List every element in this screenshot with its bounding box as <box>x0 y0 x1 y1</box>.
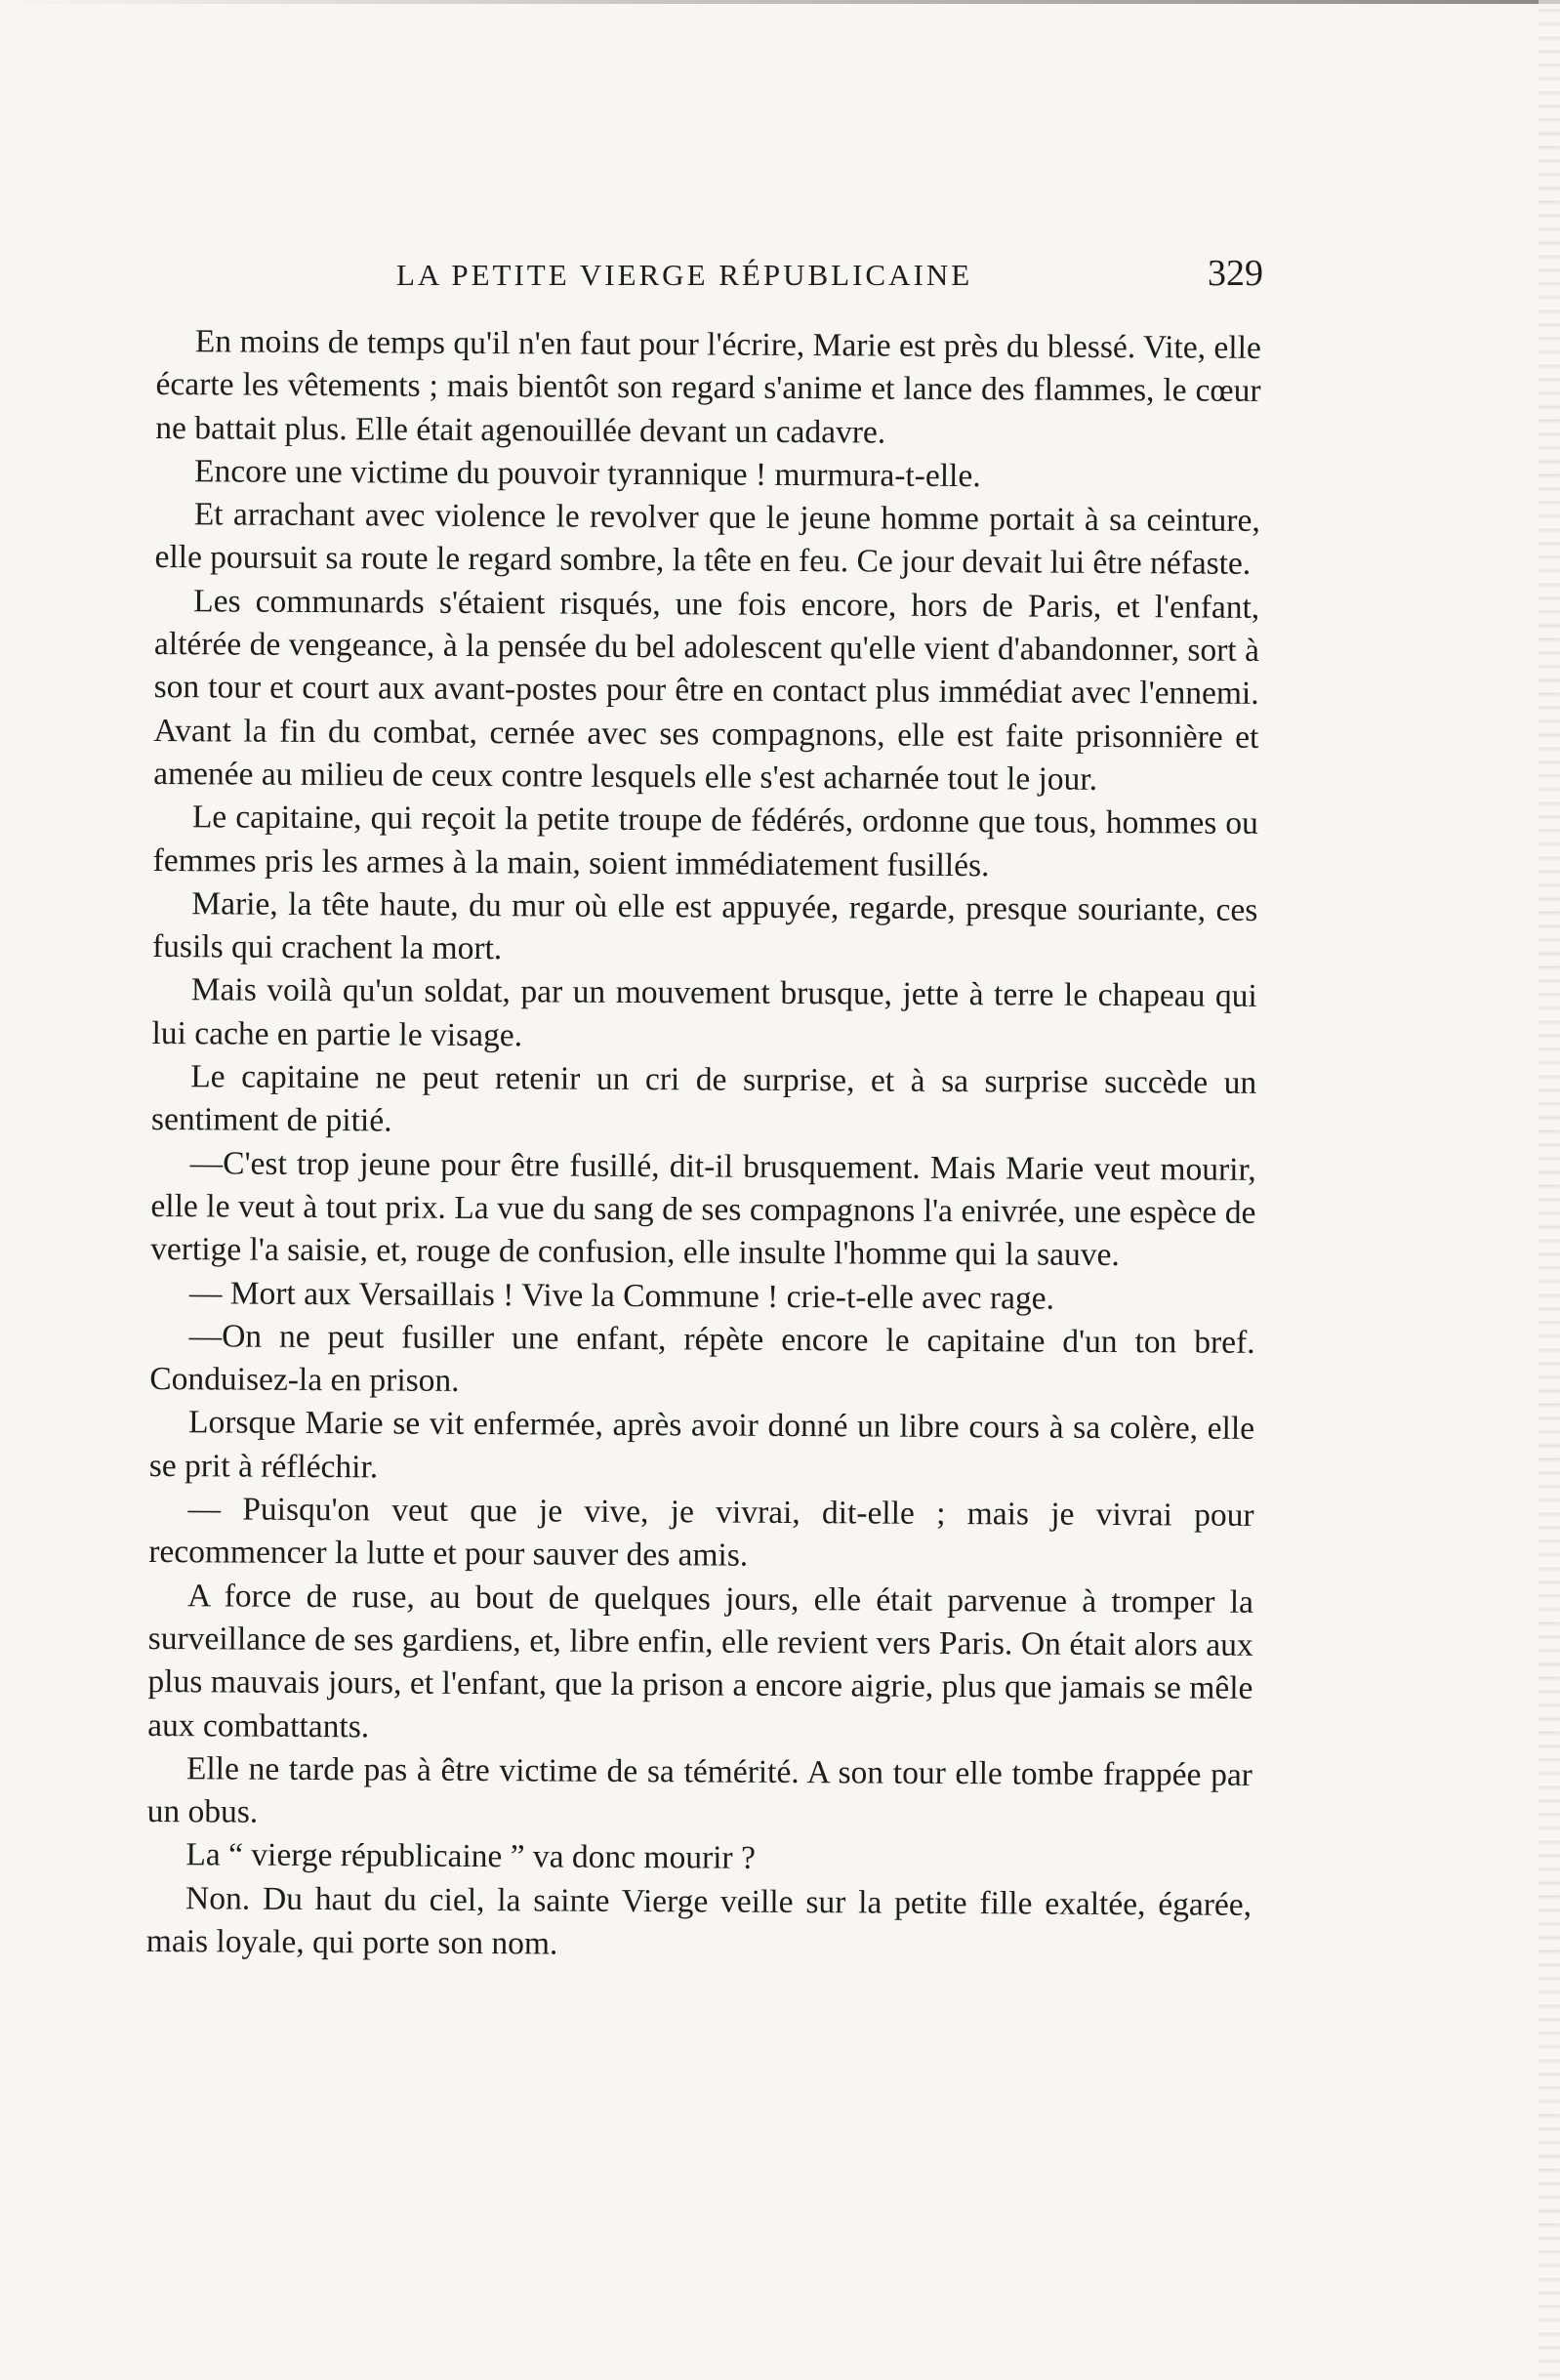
paragraph: —On ne peut fusiller une enfant, répète encore le capitaine d'un ton bref. Conduisez-la en prison. <box>149 1318 1255 1400</box>
page-number: 329 <box>1208 253 1263 294</box>
paragraph: La “ vierge républicaine ” va donc mourir ? <box>185 1836 757 1877</box>
body-text <box>146 320 1261 1970</box>
running-title: LA PETITE VIERGE RÉPUBLICAINE <box>396 258 973 292</box>
paragraph: En moins de temps qu'il n'en faut pour l'écrire, Marie est près du blessé. Vite, elle écarte les vêtements ; mais bientôt son regard s'anime et lance des flammes, le cœur ne battait plus. Elle était agenouillée devant un cadavre. <box>155 323 1261 451</box>
paragraph: — Puisqu'on veut que je vive, je vivrai, dit-elle ; mais je vivrai pour recommencer la lutte et pour sauver des amis. <box>148 1491 1254 1575</box>
page-top-edge <box>0 0 1560 4</box>
paragraph: Et arrachant avec violence le revolver que le jeune homme portait à sa ceinture, elle poursuit sa route le regard sombre, la tête en feu. Ce jour devait lui être néfaste. <box>154 496 1260 583</box>
page-right-edge <box>1539 0 1560 2380</box>
paragraph: —C'est trop jeune pour être fusillé, dit-il brusquement. Mais Marie veut mourir, elle le veut à tout prix. La vue du sang de ses compagnons l'a enivrée, une espèce de vertige l'a saisie, et, rouge de confusion, elle insulte l'homme qui la sauve. <box>150 1144 1256 1274</box>
paragraph: Le capitaine ne peut retenir un cri de surprise, et à sa surprise succède un sentiment de pitié. <box>150 1058 1257 1139</box>
paragraph: Non. Du haut du ciel, la sainte Vierge veille sur la petite fille exaltée, égarée, mais loyale, qui porte son nom. <box>145 1879 1252 1962</box>
paragraph: Mais voilà qu'un soldat, par un mouvement brusque, jette à terre le chapeau qui lui cache en partie le visage. <box>151 971 1257 1054</box>
paragraph: Lorsque Marie se vit enfermée, après avoir donné un libre cours à sa colère, elle se prit à réfléchir. <box>148 1404 1255 1486</box>
paragraph: Le capitaine, qui reçoit la petite troupe de fédérés, ordonne que tous, hommes ou femmes pris les armes à la main, soient immédiatement fusillés. <box>152 799 1258 883</box>
paragraph: A force de ruse, au bout de quelques jours, elle était parvenue à tromper la surveillance de ses gardiens, et, libre enfin, elle revient vers Paris. On était alors aux plus mauvais jours, et l'enfant, que la prison a encore aigrie, plus que jamais se mêle aux combattants. <box>147 1577 1254 1744</box>
paragraph: Marie, la tête haute, du mur où elle est appuyée, regarde, presque souriante, ces fusils qui crachent la mort. <box>151 885 1258 967</box>
paragraph: Les communards s'étaient risqués, une fois encore, hors de Paris, et l'enfant, altérée de vengeance, à la pensée du bel adolescent qu'elle vient d'abandonner, sort à son tour et court aux avant-postes pour être en contact plus immédiat avec l'ennemi. Avant la fin du combat, cernée avec ses compagnons, elle est faite prisonnière et amenée au milieu de ceux contre lesquels elle s'est acharnée tout le jour. <box>153 583 1260 798</box>
paragraph: Elle ne tarde pas à être victime de sa témérité. A son tour elle tombe frappée par un obus. <box>146 1750 1253 1830</box>
paragraph: Encore une victime du pouvoir tyrannique ! murmura-t-elle. <box>193 453 981 495</box>
running-header <box>156 252 1269 301</box>
paragraph: — Mort aux Versaillais ! Vive la Commune ! crie-t-elle avec rage. <box>188 1274 1055 1317</box>
